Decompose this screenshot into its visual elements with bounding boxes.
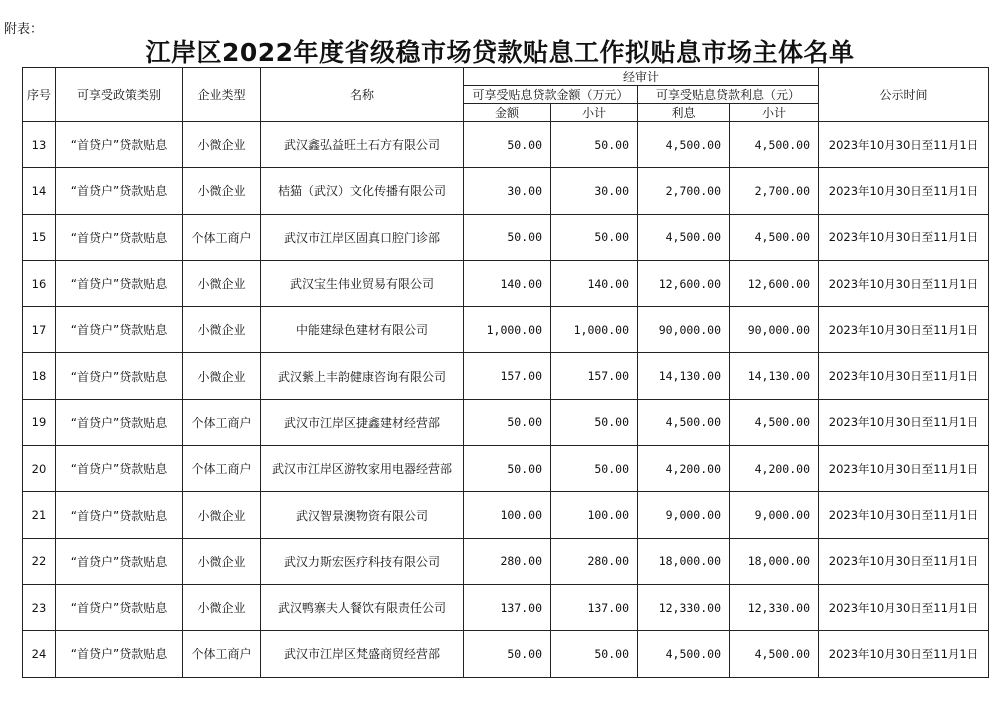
cell-seq: 15 — [23, 214, 56, 260]
cell-policy: “首贷户”贷款贴息 — [56, 631, 183, 677]
cell-interest-subtotal: 4,500.00 — [730, 122, 819, 168]
cell-policy: “首贷户”贷款贴息 — [56, 492, 183, 538]
cell-interest-subtotal: 18,000.00 — [730, 538, 819, 584]
cell-name: 武汉市江岸区固真口腔门诊部 — [261, 214, 464, 260]
cell-amount: 50.00 — [464, 214, 551, 260]
cell-interest-subtotal: 2,700.00 — [730, 168, 819, 214]
cell-type: 小微企业 — [183, 307, 261, 353]
cell-interest-subtotal: 4,500.00 — [730, 631, 819, 677]
table-row — [23, 446, 989, 492]
header-interest: 利息 — [638, 104, 730, 122]
cell-subtotal: 1,000.00 — [551, 307, 638, 353]
cell-seq: 23 — [23, 584, 56, 630]
cell-policy: “首贷户”贷款贴息 — [56, 214, 183, 260]
cell-seq: 16 — [23, 260, 56, 306]
cell-interest: 4,500.00 — [638, 122, 730, 168]
cell-amount: 100.00 — [464, 492, 551, 538]
table-row — [23, 538, 989, 584]
cell-amount: 30.00 — [464, 168, 551, 214]
cell-amount: 137.00 — [464, 584, 551, 630]
cell-interest-subtotal: 12,600.00 — [730, 260, 819, 306]
cell-subtotal: 50.00 — [551, 446, 638, 492]
cell-interest-subtotal: 9,000.00 — [730, 492, 819, 538]
table-row — [23, 122, 989, 168]
cell-interest: 2,700.00 — [638, 168, 730, 214]
cell-name: 武汉鑫弘益旺土石方有限公司 — [261, 122, 464, 168]
cell-name: 桔猫（武汉）文化传播有限公司 — [261, 168, 464, 214]
table-row — [23, 260, 989, 306]
cell-policy: “首贷户”贷款贴息 — [56, 538, 183, 584]
cell-publish-date: 2023年10月30日至11月1日 — [819, 214, 989, 260]
cell-subtotal: 50.00 — [551, 631, 638, 677]
attachment-note: 附表： — [4, 22, 44, 37]
cell-seq: 18 — [23, 353, 56, 399]
cell-amount: 1,000.00 — [464, 307, 551, 353]
cell-interest: 14,130.00 — [638, 353, 730, 399]
cell-name: 武汉鸭寨夫人餐饮有限责任公司 — [261, 584, 464, 630]
cell-amount: 280.00 — [464, 538, 551, 584]
cell-subtotal: 50.00 — [551, 122, 638, 168]
cell-publish-date: 2023年10月30日至11月1日 — [819, 584, 989, 630]
cell-publish-date: 2023年10月30日至11月1日 — [819, 631, 989, 677]
cell-type: 个体工商户 — [183, 446, 261, 492]
cell-subtotal: 50.00 — [551, 399, 638, 445]
cell-interest: 90,000.00 — [638, 307, 730, 353]
cell-name: 武汉市江岸区游牧家用电器经营部 — [261, 446, 464, 492]
cell-subtotal: 100.00 — [551, 492, 638, 538]
cell-publish-date: 2023年10月30日至11月1日 — [819, 399, 989, 445]
cell-seq: 20 — [23, 446, 56, 492]
cell-type: 小微企业 — [183, 538, 261, 584]
cell-policy: “首贷户”贷款贴息 — [56, 353, 183, 399]
table-row — [23, 353, 989, 399]
header-subtotal: 小计 — [551, 104, 638, 122]
cell-subtotal: 280.00 — [551, 538, 638, 584]
cell-policy: “首贷户”贷款贴息 — [56, 446, 183, 492]
cell-name: 武汉力斯宏医疗科技有限公司 — [261, 538, 464, 584]
cell-interest: 4,200.00 — [638, 446, 730, 492]
cell-interest: 9,000.00 — [638, 492, 730, 538]
cell-publish-date: 2023年10月30日至11月1日 — [819, 538, 989, 584]
cell-interest-subtotal: 90,000.00 — [730, 307, 819, 353]
cell-interest: 12,330.00 — [638, 584, 730, 630]
cell-amount: 50.00 — [464, 631, 551, 677]
header-name: 名称 — [261, 68, 464, 122]
cell-interest: 18,000.00 — [638, 538, 730, 584]
cell-policy: “首贷户”贷款贴息 — [56, 122, 183, 168]
page-title: 江岸区2022年度省级稳市场贷款贴息工作拟贴息市场主体名单 — [145, 38, 855, 67]
cell-amount: 50.00 — [464, 399, 551, 445]
cell-seq: 21 — [23, 492, 56, 538]
cell-name: 武汉市江岸区梵盛商贸经营部 — [261, 631, 464, 677]
cell-publish-date: 2023年10月30日至11月1日 — [819, 260, 989, 306]
cell-type: 小微企业 — [183, 492, 261, 538]
cell-interest-subtotal: 4,500.00 — [730, 399, 819, 445]
cell-name: 武汉智景澳物资有限公司 — [261, 492, 464, 538]
cell-publish-date: 2023年10月30日至11月1日 — [819, 168, 989, 214]
cell-seq: 19 — [23, 399, 56, 445]
table-row — [23, 631, 989, 677]
table-row — [23, 168, 989, 214]
cell-type: 个体工商户 — [183, 399, 261, 445]
cell-type: 个体工商户 — [183, 214, 261, 260]
cell-subtotal: 30.00 — [551, 168, 638, 214]
header-type: 企业类型 — [183, 68, 261, 122]
cell-seq: 14 — [23, 168, 56, 214]
header-interest-group: 可享受贴息贷款利息（元） — [638, 86, 819, 104]
cell-amount: 140.00 — [464, 260, 551, 306]
header-interest-subtotal: 小计 — [730, 104, 819, 122]
cell-publish-date: 2023年10月30日至11月1日 — [819, 446, 989, 492]
cell-type: 个体工商户 — [183, 631, 261, 677]
subsidy-table — [22, 67, 989, 678]
cell-interest: 4,500.00 — [638, 631, 730, 677]
cell-policy: “首贷户”贷款贴息 — [56, 399, 183, 445]
cell-interest: 12,600.00 — [638, 260, 730, 306]
cell-type: 小微企业 — [183, 122, 261, 168]
cell-publish-date: 2023年10月30日至11月1日 — [819, 122, 989, 168]
cell-type: 小微企业 — [183, 353, 261, 399]
cell-subtotal: 157.00 — [551, 353, 638, 399]
cell-seq: 22 — [23, 538, 56, 584]
cell-name: 武汉紫上丰韵健康咨询有限公司 — [261, 353, 464, 399]
table-row — [23, 214, 989, 260]
table-row — [23, 307, 989, 353]
cell-amount: 50.00 — [464, 446, 551, 492]
cell-type: 小微企业 — [183, 584, 261, 630]
cell-interest-subtotal: 4,200.00 — [730, 446, 819, 492]
cell-type: 小微企业 — [183, 260, 261, 306]
cell-policy: “首贷户”贷款贴息 — [56, 260, 183, 306]
cell-amount: 50.00 — [464, 122, 551, 168]
cell-interest-subtotal: 14,130.00 — [730, 353, 819, 399]
cell-seq: 17 — [23, 307, 56, 353]
header-amount: 金额 — [464, 104, 551, 122]
header-seq: 序号 — [23, 68, 56, 122]
cell-interest-subtotal: 12,330.00 — [730, 584, 819, 630]
cell-subtotal: 137.00 — [551, 584, 638, 630]
cell-interest: 4,500.00 — [638, 214, 730, 260]
table-row — [23, 399, 989, 445]
cell-publish-date: 2023年10月30日至11月1日 — [819, 492, 989, 538]
table-body — [23, 122, 989, 678]
header-policy: 可享受政策类别 — [56, 68, 183, 122]
header-publish: 公示时间 — [819, 68, 989, 122]
cell-amount: 157.00 — [464, 353, 551, 399]
cell-publish-date: 2023年10月30日至11月1日 — [819, 353, 989, 399]
cell-name: 武汉宝生伟业贸易有限公司 — [261, 260, 464, 306]
cell-seq: 13 — [23, 122, 56, 168]
table-row — [23, 492, 989, 538]
cell-name: 中能建绿色建材有限公司 — [261, 307, 464, 353]
cell-seq: 24 — [23, 631, 56, 677]
cell-name: 武汉市江岸区捷鑫建材经营部 — [261, 399, 464, 445]
cell-interest: 4,500.00 — [638, 399, 730, 445]
cell-subtotal: 50.00 — [551, 214, 638, 260]
cell-policy: “首贷户”贷款贴息 — [56, 307, 183, 353]
cell-subtotal: 140.00 — [551, 260, 638, 306]
cell-policy: “首贷户”贷款贴息 — [56, 168, 183, 214]
cell-policy: “首贷户”贷款贴息 — [56, 584, 183, 630]
cell-publish-date: 2023年10月30日至11月1日 — [819, 307, 989, 353]
header-audit: 经审计 — [464, 68, 819, 86]
cell-type: 小微企业 — [183, 168, 261, 214]
table-row — [23, 584, 989, 630]
cell-interest-subtotal: 4,500.00 — [730, 214, 819, 260]
header-loan-group: 可享受贴息贷款金额（万元） — [464, 86, 638, 104]
